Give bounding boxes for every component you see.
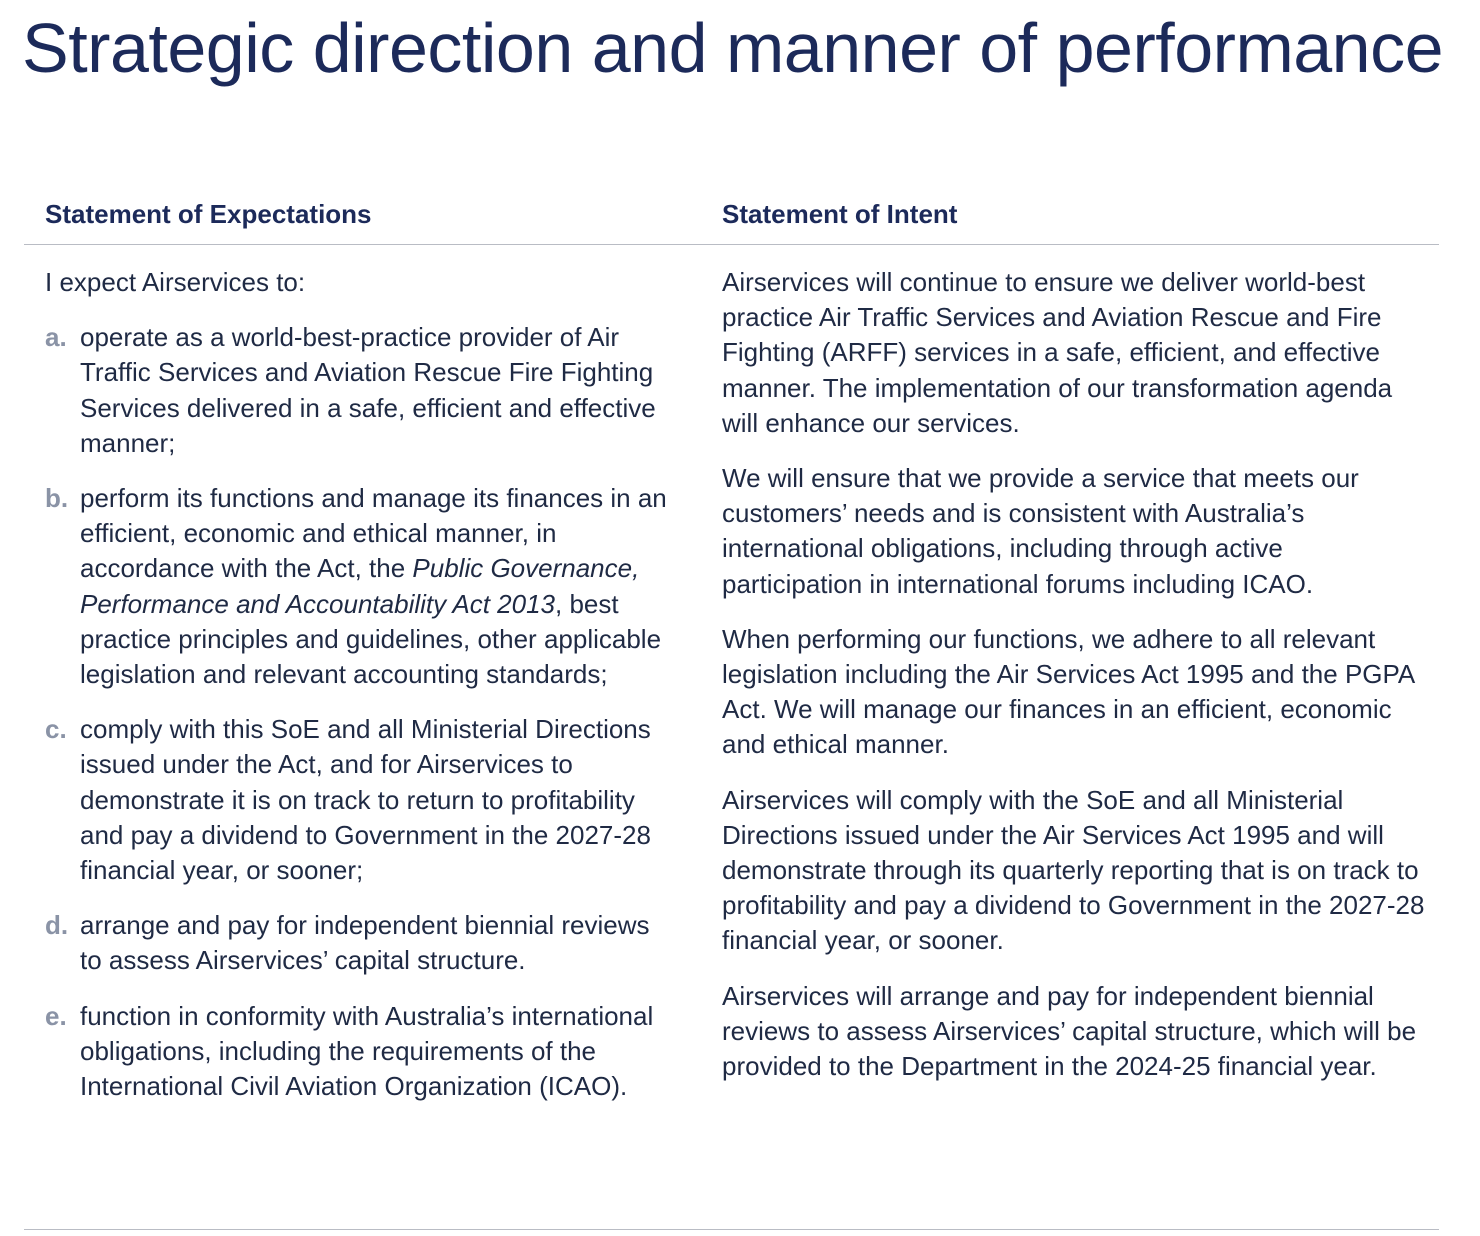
expectations-column [45,265,675,1124]
expectation-item-e [45,999,675,1105]
expectation-text-continued: , best practice principles and guidelines, other applicable legislation and relevant accounting standards; [80,588,662,690]
expectation-item-b [45,481,675,692]
expectation-item-d [45,908,675,978]
expectations-list [45,320,675,1104]
expectation-item-a [45,320,675,461]
intent-paragraph: When performing our functions, we adhere to all relevant legislation including the Air Services Act 1995 and the PGPA Act. We will manage our finances in an efficient, economic and ethical manner. [722,623,1414,760]
intent-paragraph: We will ensure that we provide a service that meets our customers’ needs and is consistent with Australia’s international obligations, including through active participation in international forums including ICAO. [722,463,1359,599]
act-title: Public Governance, Performance and Accountability Act 2013 [80,553,640,619]
list-marker: b. [45,483,69,514]
intent-column [722,265,1427,1104]
list-marker: c. [45,714,67,745]
expectation-text: arrange and pay for independent biennial reviews to assess Airservices’ capital structure. [80,910,650,976]
expectation-item-c [45,712,675,888]
list-marker: a. [45,322,67,353]
bottom-divider [24,1229,1439,1230]
heading-statement-of-expectations: Statement of Expectations [45,199,372,229]
expectations-intro: I expect Airservices to: [45,267,306,297]
expectation-text: function in conformity with Australia’s international obligations, including the requirements of the International Civil Aviation Organization (ICAO). [80,1000,654,1102]
expectation-text: perform its functions and manage its finances in an efficient, economic and ethical manner, in accordance with the Act, the [80,483,667,584]
intent-paragraph: Airservices will continue to ensure we deliver world-best practice Air Traffic Services and Aviation Rescue and Fire Fighting (ARFF) services in a safe, efficient, and effective manner. The implementation of our transformation agenda will enhance our services. [722,267,1393,438]
list-marker: d. [45,910,69,941]
expectation-text: comply with this SoE and all Ministerial Directions issued under the Act, and for Airservices to demonstrate it is on track to return to profitability and pay a dividend to Government in the 2027-28 financial year, or sooner; [80,714,651,886]
list-marker: e. [45,1000,67,1031]
page-title: Strategic direction and manner of performance [22,9,1444,87]
heading-statement-of-intent: Statement of Intent [722,199,958,229]
expectation-text: operate as a world-best-practice provider of Air Traffic Services and Aviation Rescue Fire Fighting Services delivered in a safe, efficient and effective manner; [80,322,656,458]
column-header-row [24,196,1439,245]
intent-paragraph: Airservices will arrange and pay for independent biennial reviews to assess Airservices’ capital structure, which will be provided to the Department in the 2024-25 financial year. [722,980,1417,1082]
intent-paragraph: Airservices will comply with the SoE and all Ministerial Directions issued under the Air Services Act 1995 and will demonstrate through its quarterly reporting that is on track to profitability and pay a dividend to Government in the 2027-28 financial year, or sooner. [722,784,1425,956]
